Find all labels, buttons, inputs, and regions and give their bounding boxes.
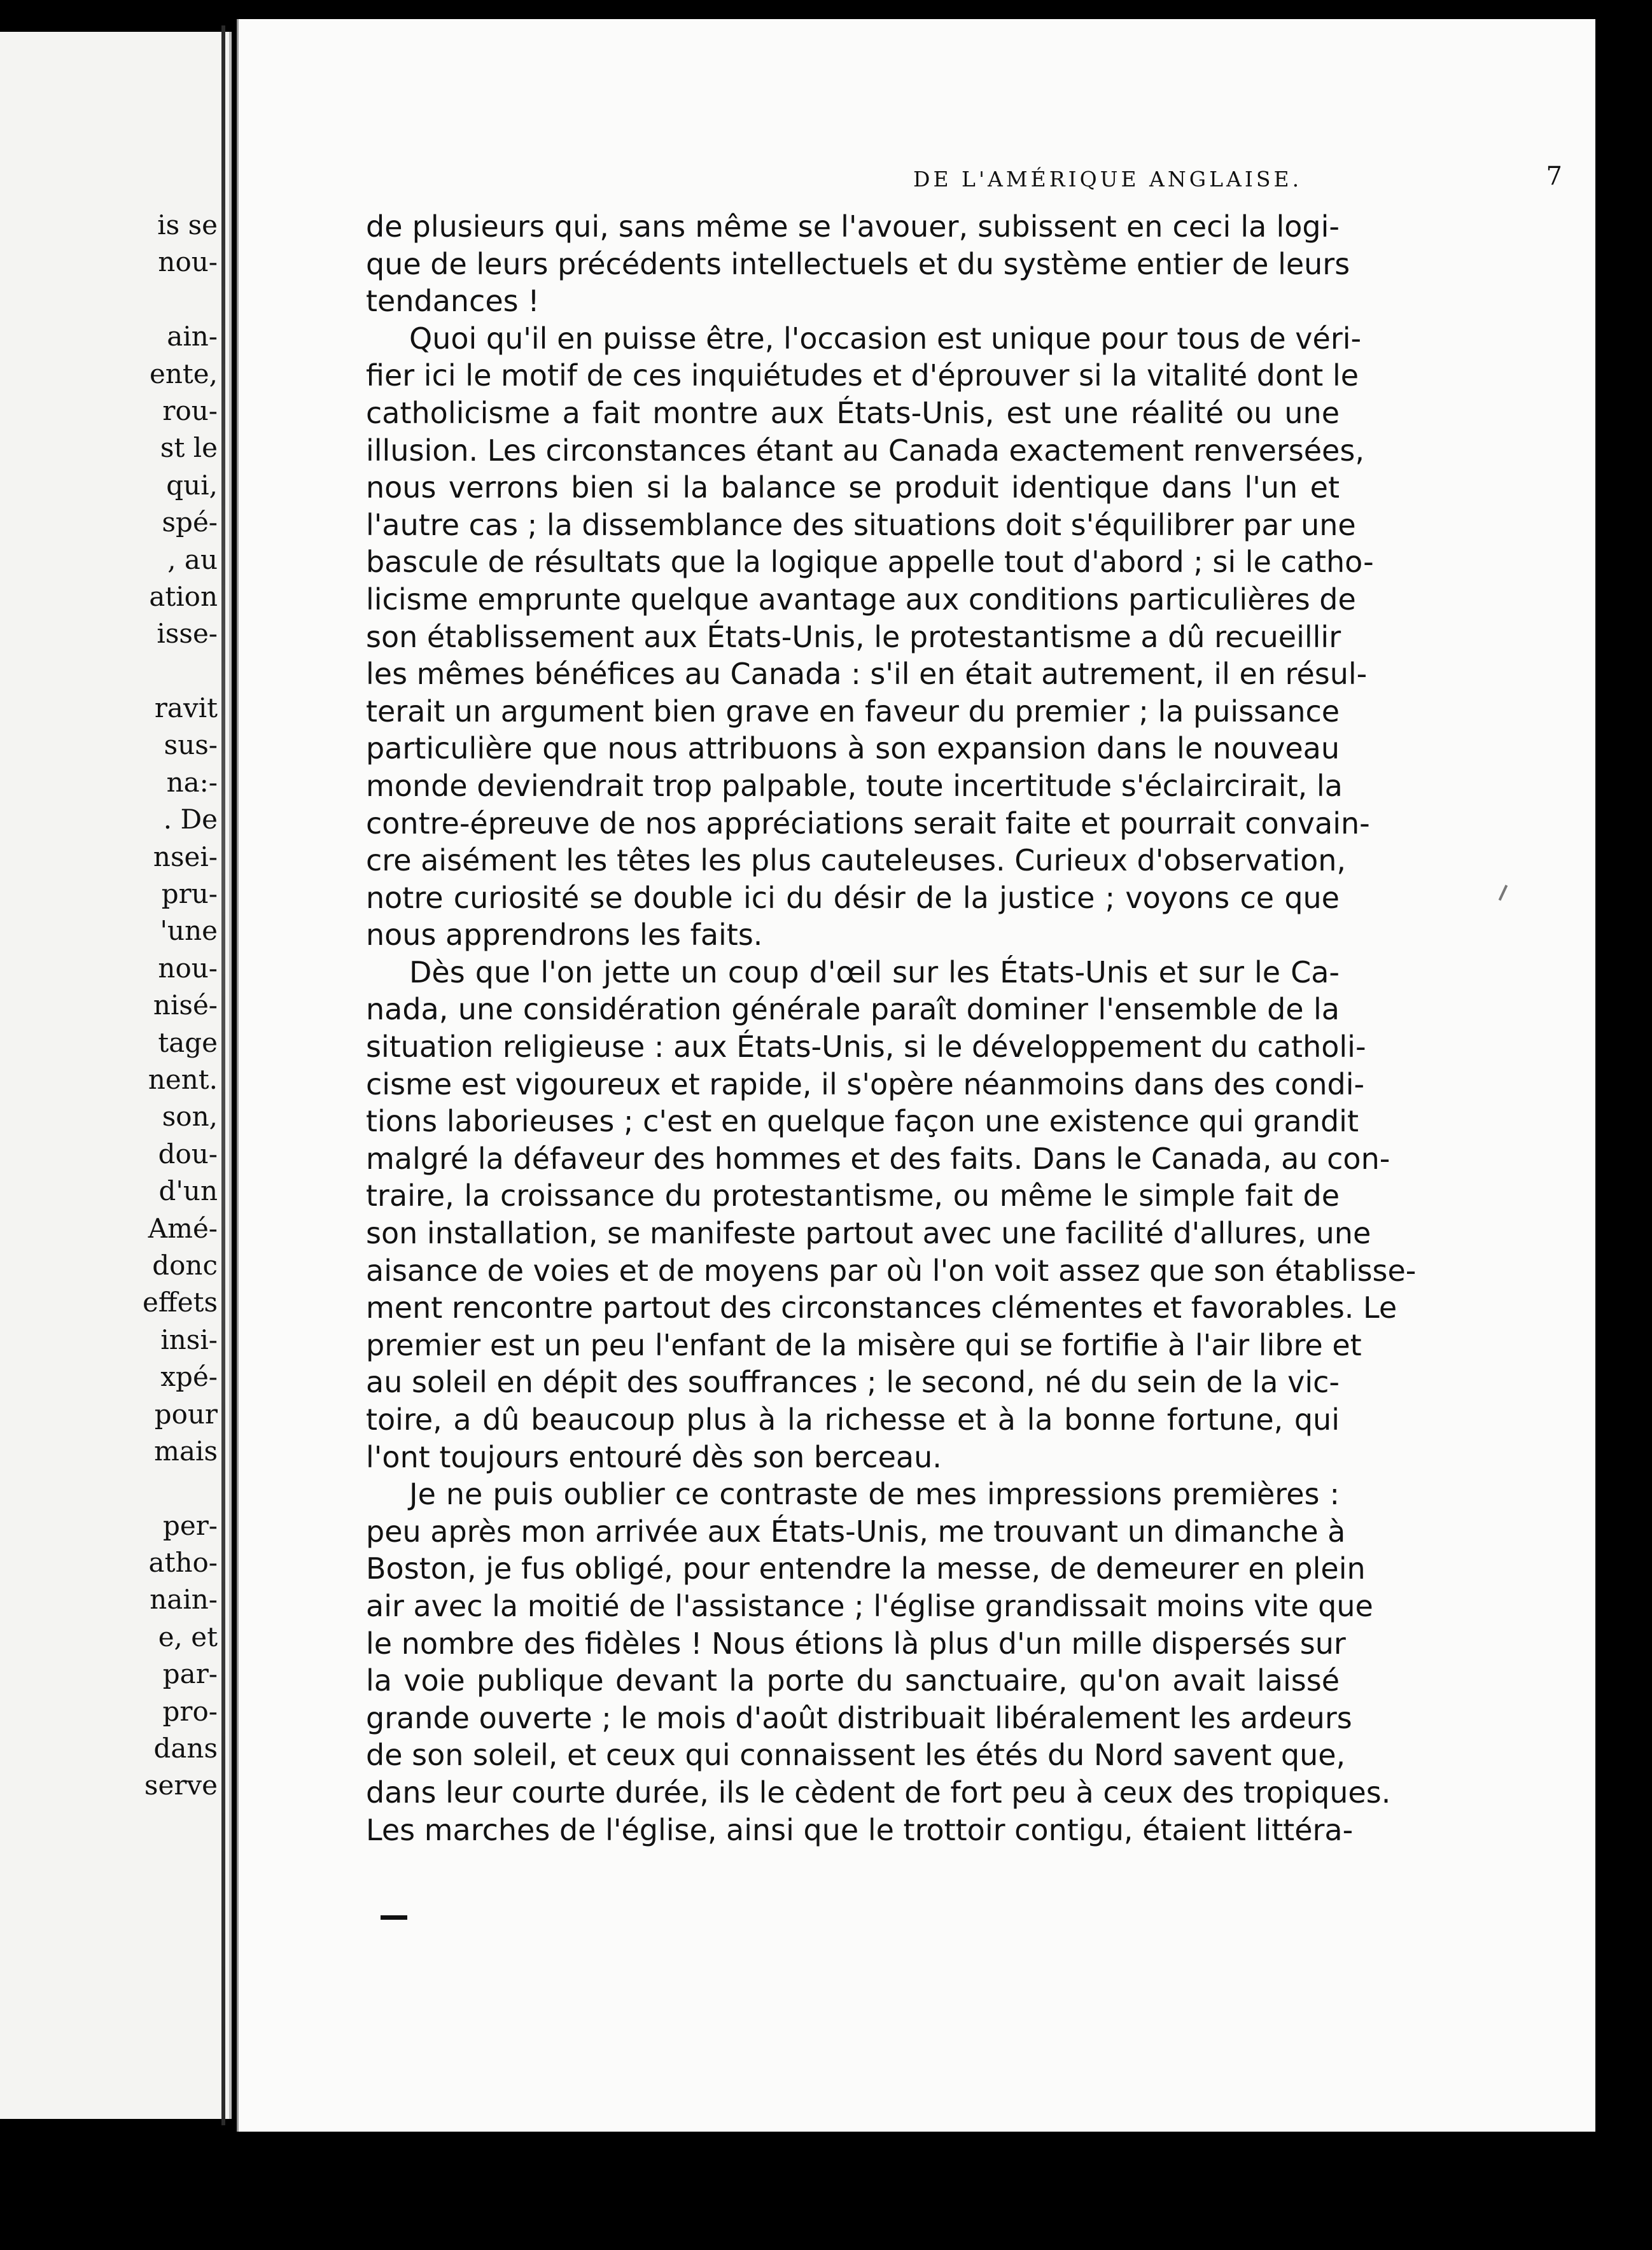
facing-page-text [143,207,218,1805]
text-line: premier est un peu l'enfant de la misère qui se fortifie à l'air libre et [366,1327,1362,1362]
body-text [366,208,1417,1848]
facing-page-line: nisé- [153,989,218,1021]
text-line: cre aisément les têtes les plus cauteleuses. Curieux d'observation, [366,843,1347,878]
text-line: traire, la croissance du protestantisme, ou même le simple fait de [366,1178,1340,1213]
facing-page-line: serve [144,1770,218,1801]
facing-page-line: , au [167,543,218,575]
text-line: ment rencontre partout des circonstances clémentes et favorables. Le [366,1290,1397,1325]
text-line: nada, une considération générale paraît dominer l'ensemble de la [366,992,1340,1027]
text-line: Je ne puis oublier ce contraste de mes impressions premières : [409,1477,1340,1512]
text-line: catholicisme a fait montre aux États-Unis, est une réalité ou une [366,395,1340,430]
text-line: l'autre cas ; la dissemblance des situations doit s'équilibrer par une [366,507,1356,542]
text-line: tendances ! [366,284,540,319]
text-line: au soleil en dépit des souffrances ; le second, né du sein de la vic- [366,1365,1340,1400]
facing-page-line: . De [163,804,218,835]
facing-page-line [143,281,218,318]
facing-page-line: nsei- [153,841,218,872]
facing-page-line: mais [154,1435,218,1467]
facing-page-line: per- [162,1509,218,1541]
text-line: malgré la défaveur des hommes et des faits. Dans le Canada, au con- [366,1141,1390,1176]
running-head: DE L'AMÉRIQUE ANGLAISE. [913,167,1303,192]
binding-gutter [221,25,225,2125]
facing-page-line: par- [162,1658,218,1690]
facing-page-line: d'un [158,1175,218,1207]
facing-page-line: sus- [164,729,218,761]
facing-page-line: Amé- [148,1212,218,1244]
text-line: nous apprendrons les faits. [366,918,763,953]
text-line: tions laborieuses ; c'est en quelque façon une existence qui grandit [366,1104,1359,1139]
facing-page-line: spé- [162,507,218,538]
facing-page-line [143,1470,218,1507]
facing-page-line: is se [157,209,218,241]
facing-page-line: tage [158,1026,218,1058]
facing-page-line: dans [153,1733,218,1764]
text-line: Les marches de l'église, ainsi que le trottoir contigu, étaient littéra- [366,1812,1354,1847]
facing-page-line [143,653,218,690]
text-line: le nombre des fidèles ! Nous étions là plus d'un mille dispersés sur [366,1626,1346,1661]
text-line: son établissement aux États-Unis, le protestantisme a dû recueillir [366,619,1341,654]
facing-page-line: dou- [158,1138,218,1170]
facing-page-line: na:- [166,766,218,798]
text-line: de son soleil, et ceux qui connaissent les étés du Nord savent que, [366,1738,1346,1773]
page-header [659,162,1562,205]
text-line: contre-épreuve de nos appréciations serait faite et pourrait convain- [366,806,1370,841]
text-line: licisme emprunte quelque avantage aux conditions particulières de [366,582,1356,617]
text-line: son installation, se manifeste partout avec une facilité d'allures, une [366,1216,1371,1251]
facing-page-line: ation [149,580,218,612]
facing-page-line: qui, [166,469,218,501]
facing-page-line: isse- [157,618,218,650]
text-line: monde deviendrait trop palpable, toute incertitude s'éclaircirait, la [366,768,1343,803]
text-line: fier ici le motif de ces inquiétudes et d'éprouver si la vitalité dont le [366,358,1359,393]
facing-page-line: nou- [158,246,218,278]
text-line: que de leurs précédents intellectuels et du système entier de leurs [366,246,1350,281]
text-line: peu après mon arrivée aux États-Unis, me trouvant un dimanche à [366,1514,1346,1549]
facing-page-line: pro- [162,1695,218,1727]
text-line: nous verrons bien si la balance se produit identique dans l'un et [366,470,1340,505]
facing-page-line: effets [143,1287,218,1318]
text-line: grande ouverte ; le mois d'août distribuait libéralement les ardeurs [366,1700,1352,1735]
text-line: illusion. Les circonstances étant au Canada exactement renversées, [366,433,1364,468]
page-number: 7 [1546,162,1562,191]
text-line: l'ont toujours entouré dès son berceau. [366,1439,942,1474]
text-line: particulière que nous attribuons à son expansion dans le nouveau [366,731,1340,766]
text-line: toire, a dû beaucoup plus à la richesse et à la bonne fortune, qui [366,1402,1340,1437]
facing-page-line: rou- [162,395,218,426]
text-line: la voie publique devant la porte du sanctuaire, qu'on avait laissé [366,1663,1340,1698]
facing-page-line: donc [152,1249,218,1281]
text-line: dans leur courte durée, ils le cèdent de fort peu à ceux des tropiques. [366,1775,1391,1810]
text-line: bascule de résultats que la logique appelle tout d'abord ; si le catho- [366,545,1374,580]
text-line: de plusieurs qui, sans même se l'avouer, subissent en ceci la logi- [366,209,1340,244]
facing-page-line: e, et [158,1621,218,1653]
facing-page-line: ente, [150,358,218,389]
facing-page-line: nent. [148,1063,218,1095]
text-line: terait un argument bien grave en faveur du premier ; la puissance [366,694,1340,729]
facing-page-line: ravit [154,692,218,724]
facing-page-line: pru- [161,878,218,910]
facing-page-line: pour [154,1398,218,1430]
text-line: cisme est vigoureux et rapide, il s'opère néanmoins dans des condi- [366,1066,1365,1101]
facing-page-line: nain- [150,1584,218,1616]
facing-page-line: insi- [160,1324,218,1355]
facing-page-line: st le [160,432,218,464]
text-line: aisance de voies et de moyens par où l'on voit assez que son établisse- [366,1253,1417,1288]
text-line: situation religieuse : aux États-Unis, si le développement du catholi- [366,1030,1366,1065]
facing-page-line: nou- [158,952,218,984]
text-line: Boston, je fus obligé, pour entendre la messe, de demeurer en plein [366,1551,1366,1586]
text-line: air avec la moitié de l'assistance ; l'église grandissait moins vite que [366,1588,1373,1623]
text-line: Quoi qu'il en puisse être, l'occasion est unique pour tous de véri- [409,321,1362,356]
text-line: Dès que l'on jette un coup d'œil sur les États-Unis et sur le Ca- [409,954,1340,989]
facing-page-line: xpé- [160,1361,218,1393]
facing-page-line: 'une [160,915,218,947]
text-line: notre curiosité se double ici du désir de la justice ; voyons ce que [366,880,1340,915]
footer-dash-mark [381,1915,407,1920]
facing-page-line: atho- [148,1547,218,1579]
facing-page-line: son, [162,1101,218,1133]
book-page [237,19,1595,2132]
text-line: les mêmes bénéfices au Canada : s'il en était autrement, il en résul- [366,657,1368,692]
facing-page-line: ain- [167,321,218,353]
facing-page-fragment [0,32,232,2119]
